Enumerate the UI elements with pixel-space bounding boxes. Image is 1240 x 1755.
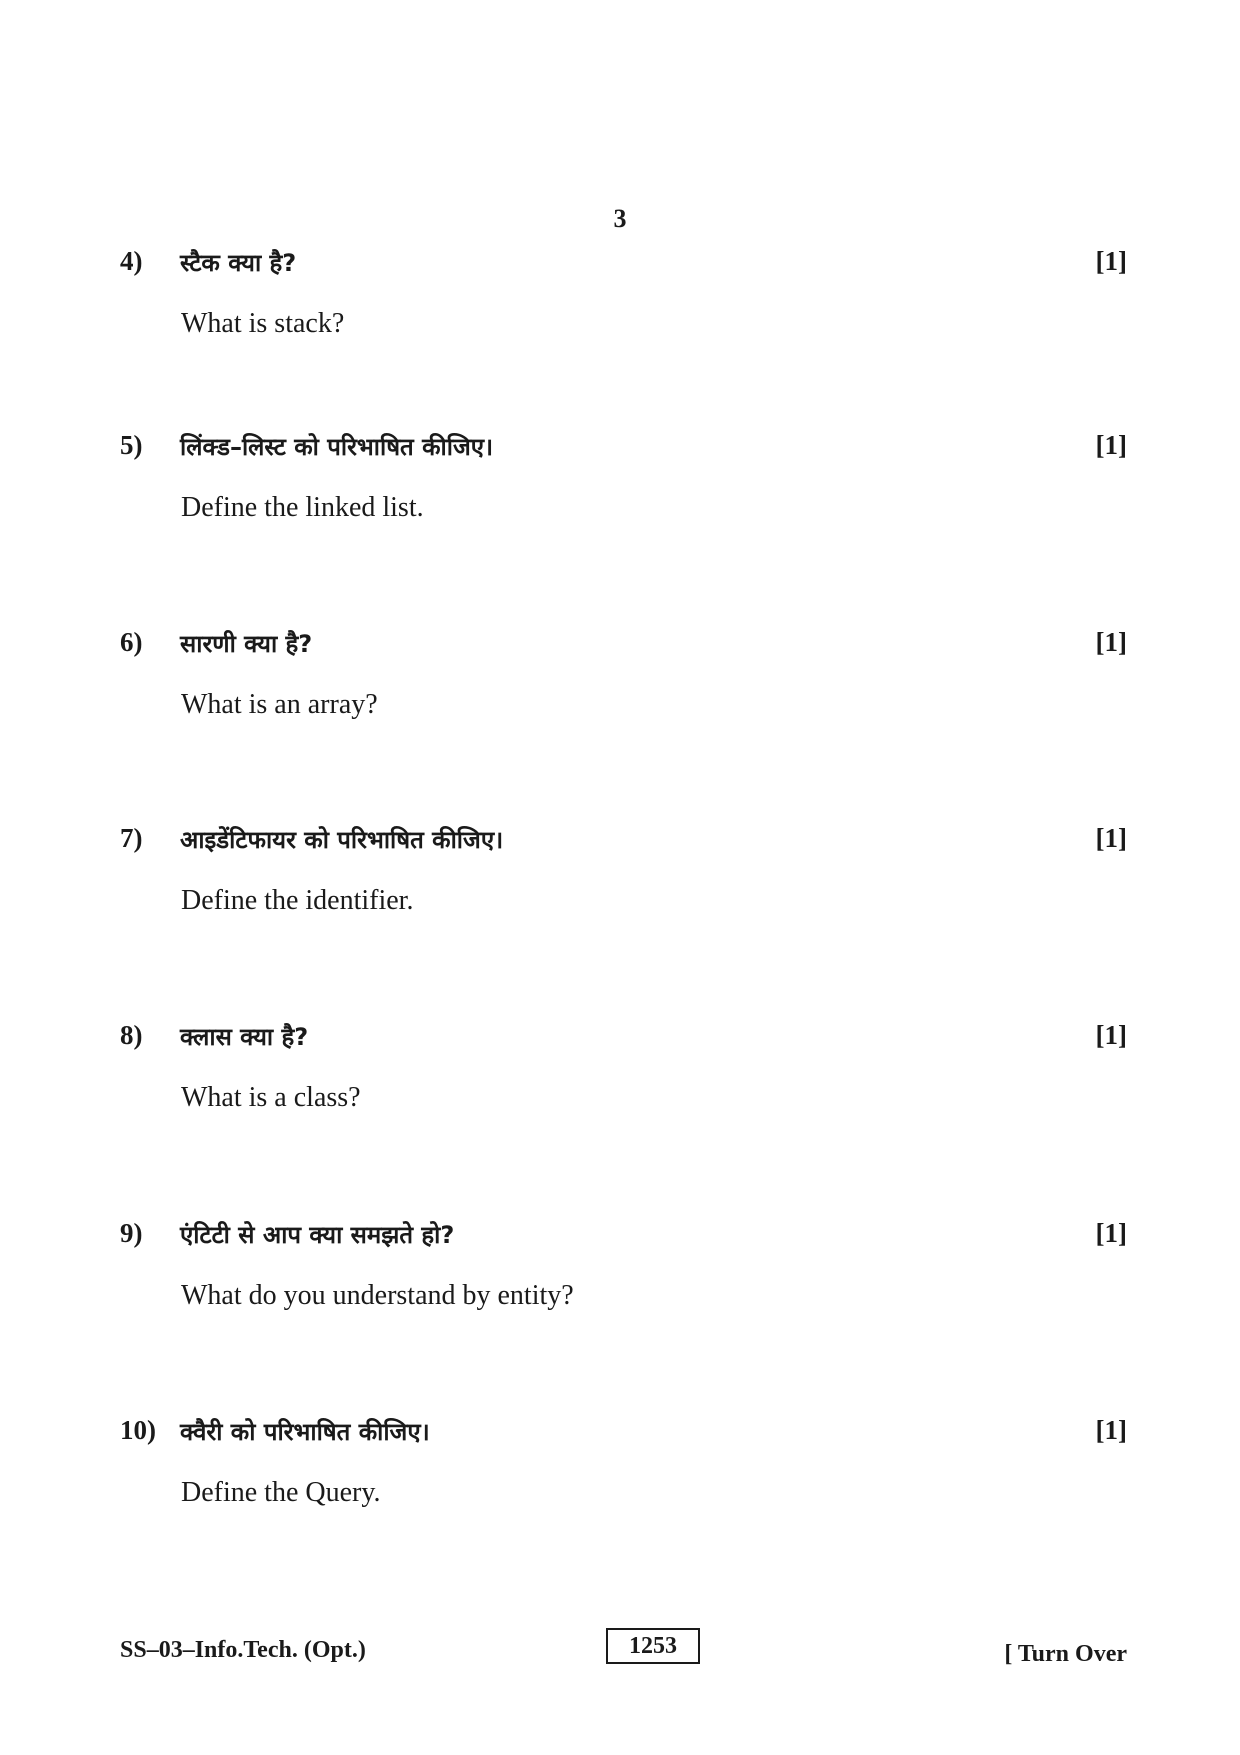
question-marks: [1] (1095, 823, 1127, 853)
footer-subject-code: SS–03–Info.Tech. (Opt.) (120, 1637, 366, 1663)
footer-turn-over: [ Turn Over (1004, 1641, 1127, 1667)
question-8 (0, 1020, 1240, 1140)
question-english: What do you understand by entity? (181, 1280, 574, 1311)
question-10 (0, 1415, 1240, 1535)
question-number: 6) (120, 627, 143, 657)
page-number: 3 (613, 204, 627, 233)
question-number: 9) (120, 1218, 143, 1248)
question-marks: [1] (1095, 627, 1127, 657)
question-hindi: स्टैक क्या है? (180, 249, 297, 277)
question-hindi: क्लास क्या है? (180, 1023, 309, 1051)
question-7 (0, 823, 1240, 943)
question-hindi: एंटिटी से आप क्या समझते हो? (180, 1221, 455, 1249)
question-hindi: क्वैरी को परिभाषित कीजिए। (180, 1418, 430, 1446)
question-4 (0, 246, 1240, 366)
question-number: 5) (120, 430, 143, 460)
question-english: What is stack? (181, 308, 345, 339)
question-5 (0, 430, 1240, 550)
question-number: 7) (120, 823, 143, 853)
question-english: Define the identifier. (181, 885, 414, 916)
question-hindi: लिंक्ड–लिस्ट को परिभाषित कीजिए। (180, 433, 494, 461)
question-hindi: आइडेंटिफायर को परिभाषित कीजिए। (180, 826, 504, 854)
question-marks: [1] (1095, 1415, 1127, 1445)
question-marks: [1] (1095, 246, 1127, 276)
question-english: What is a class? (181, 1082, 361, 1113)
question-number: 10) (120, 1415, 156, 1445)
question-english: Define the linked list. (181, 492, 424, 523)
question-marks: [1] (1095, 430, 1127, 460)
question-marks: [1] (1095, 1020, 1127, 1050)
question-marks: [1] (1095, 1218, 1127, 1248)
footer-paper-number: 1253 (606, 1628, 700, 1664)
question-number: 4) (120, 246, 143, 276)
question-6 (0, 627, 1240, 747)
question-english: What is an array? (181, 689, 378, 720)
question-english: Define the Query. (181, 1477, 381, 1508)
question-number: 8) (120, 1020, 143, 1050)
question-9 (0, 1218, 1240, 1338)
question-hindi: सारणी क्या है? (180, 630, 313, 658)
